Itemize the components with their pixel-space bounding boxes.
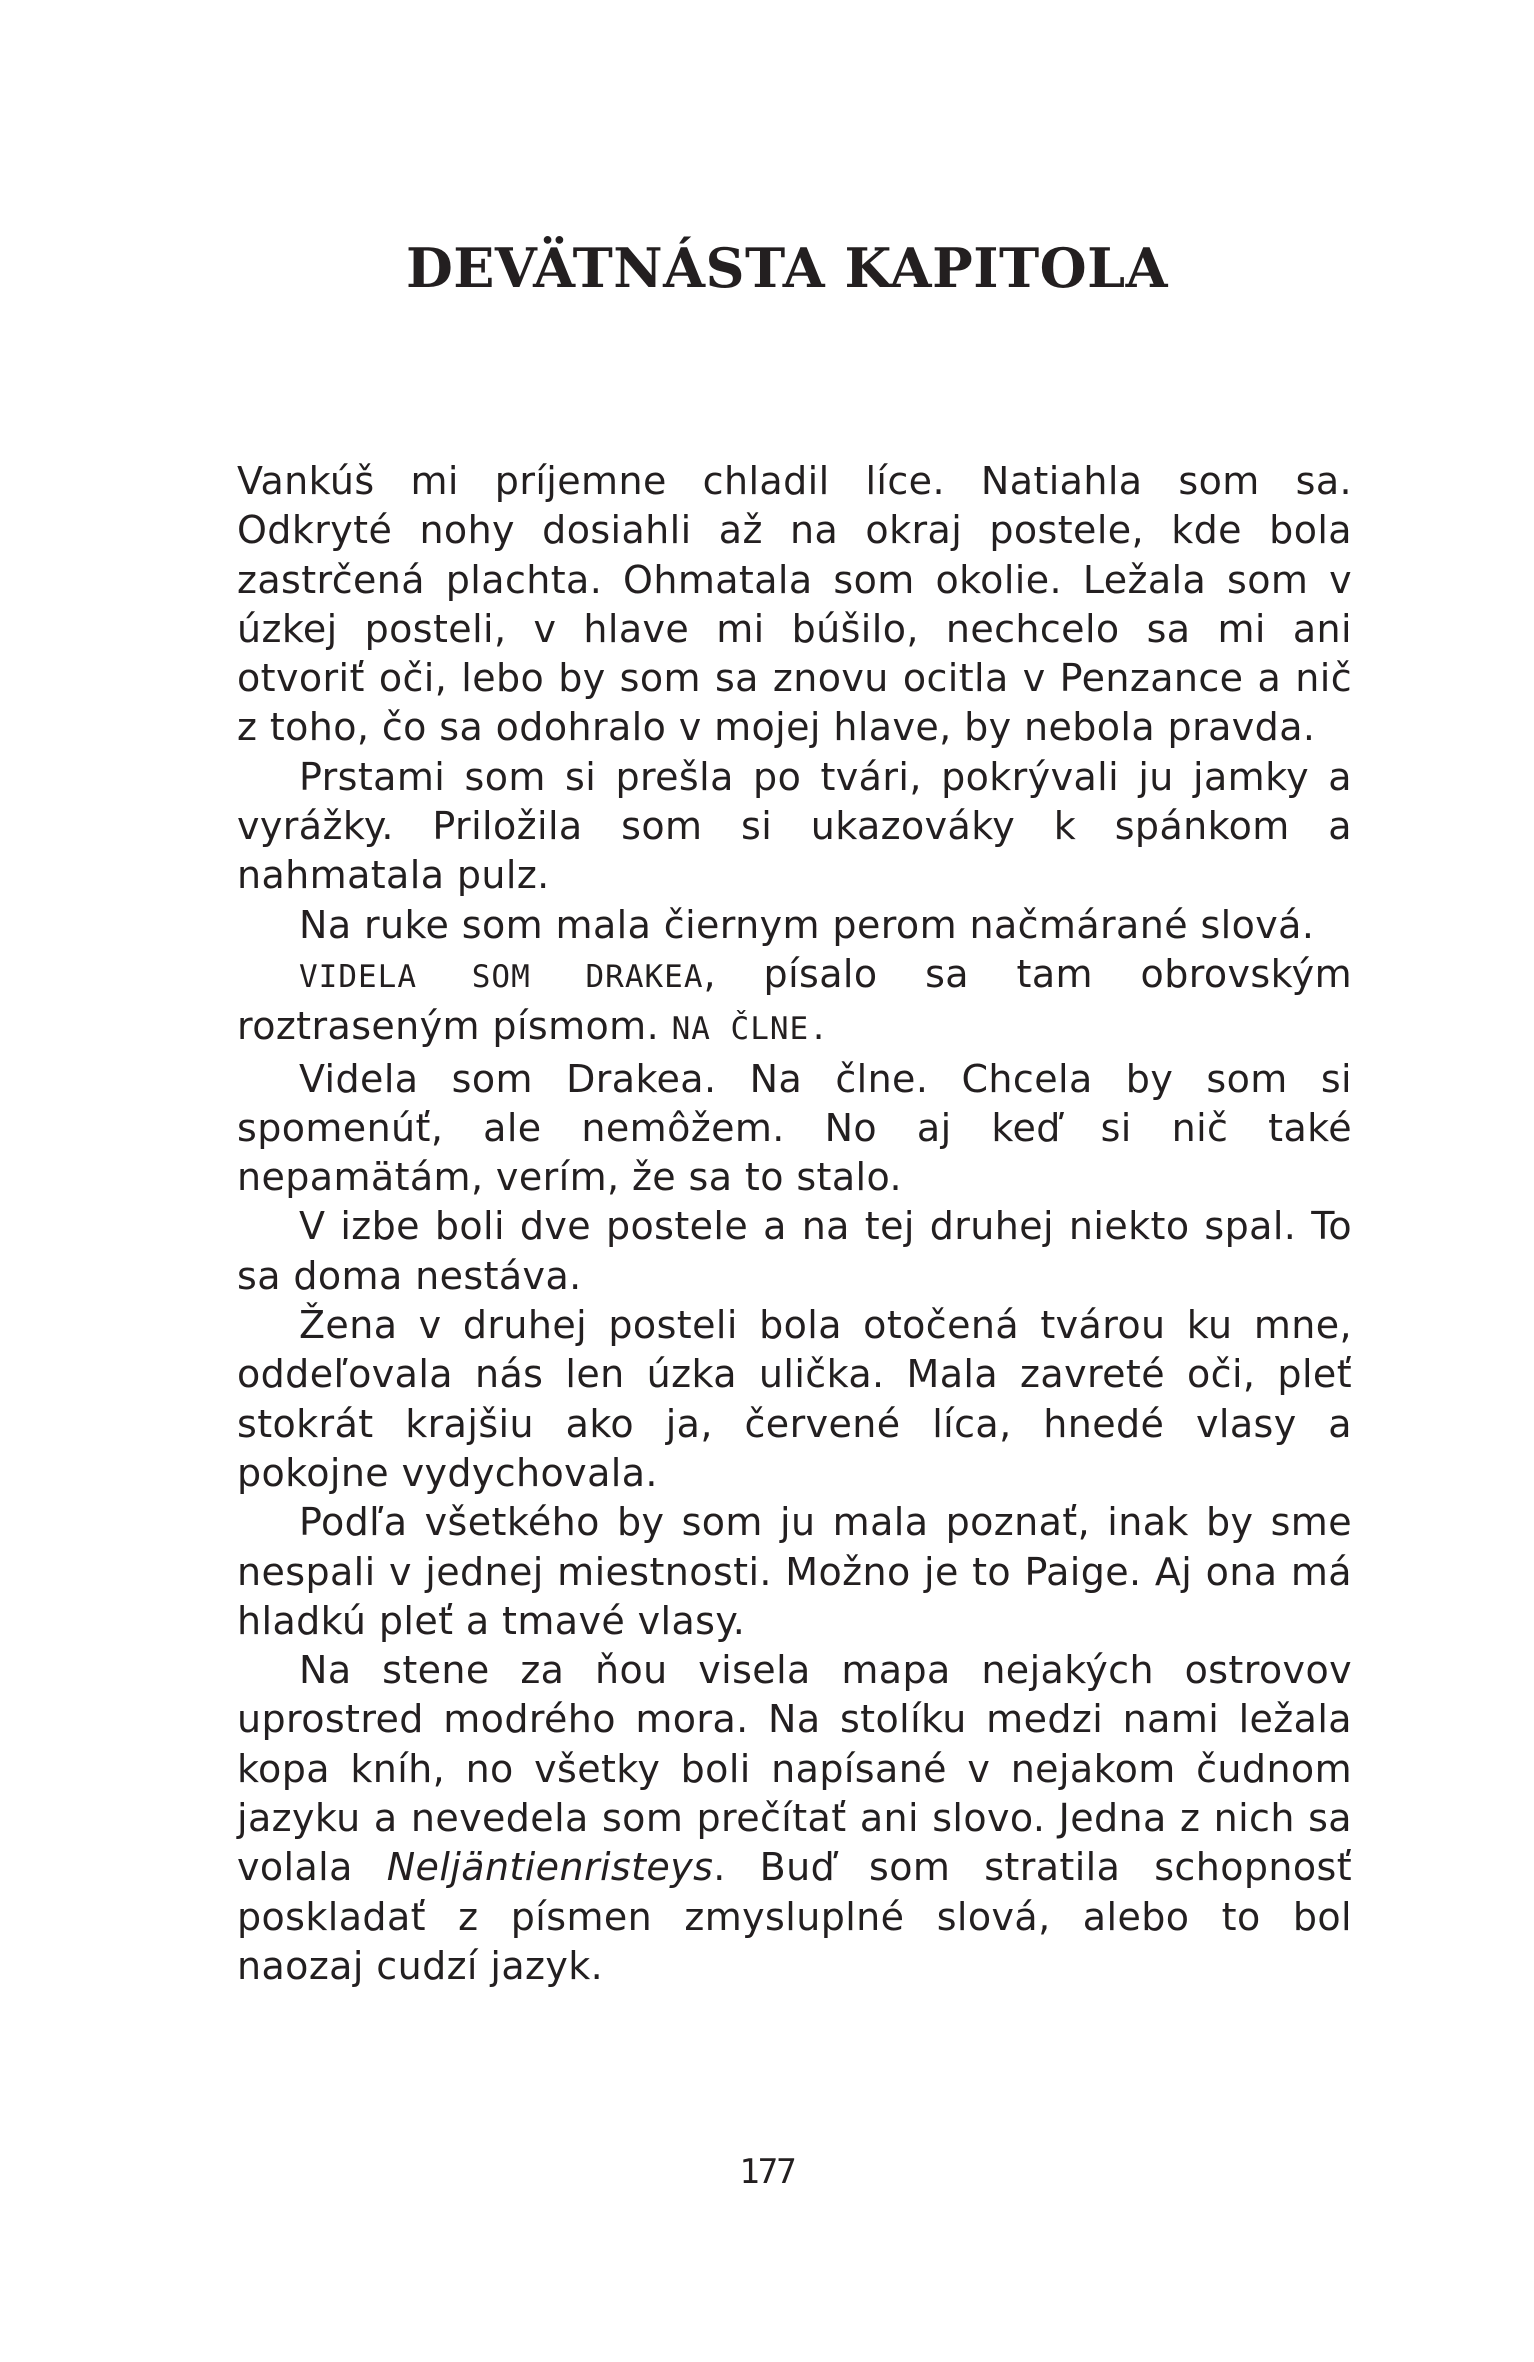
note-text: , písalo sa tam obrovským roztraseným písmom. bbox=[237, 951, 1352, 1049]
chapter-body bbox=[237, 457, 1352, 1991]
paragraph: Podľa všetkého by som ju mala poznať, inak by sme nespali v jednej miestnosti. Možno je to Paige. Aj ona má hladkú pleť a tmavé vlasy. bbox=[237, 1500, 1352, 1643]
paragraph: V izbe boli dve postele a na tej druhej niekto spal. To sa doma nestáva. bbox=[237, 1204, 1352, 1298]
paragraph: Videla som Drakea. Na člne. Chcela by som si spomenúť, ale nemôžem. No aj keď si nič také nepamätám, verím, že sa to stalo. bbox=[237, 1056, 1352, 1200]
paragraph-text: . Buď som stratila schopnosť poskladať z písmen zmysluplné slová, alebo to bol naozaj cudzí jazyk. bbox=[237, 1845, 1352, 1988]
book-title: Neljäntienristeys bbox=[386, 1845, 714, 1890]
paragraph-handwritten-note bbox=[237, 950, 1352, 1055]
page-number: 177 bbox=[739, 2152, 795, 2192]
paragraph-text: Na stene za ňou visela mapa nejakých ostrovov uprostred modrého mora. Na stolíku medzi nami ležala kopa kníh, no všetky boli napísané v nejakom čudnom jazyku a nevedela som prečítať ani slovo. Jedna z nich sa volala bbox=[237, 1648, 1352, 1890]
handwritten-note: NA ČLNE. bbox=[671, 1011, 829, 1048]
paragraph: Na ruke som mala čiernym perom načmárané slová. bbox=[299, 902, 1315, 947]
chapter-title: DEVÄTNÁSTA KAPITOLA bbox=[405, 236, 1169, 300]
paragraph: Vankúš mi príjemne chladil líce. Natiahla som sa. Odkryté nohy dosiahli až na okraj postele, kde bola zastrčená plachta. Ohmatala som okolie. Ležala som v úzkej posteli, v hlave mi búšilo, nechcelo sa mi ani otvoriť oči, lebo by som sa znovu ocitla v Penzance a nič z toho, čo sa odohralo v mojej hlave, by nebola pravda. bbox=[237, 459, 1352, 750]
paragraph: Prstami som si prešla po tvári, pokrývali ju jamky a vyrážky. Priložila som si ukazováky k spánkom a nahmatala pulz. bbox=[237, 754, 1352, 898]
paragraph: Žena v druhej posteli bola otočená tvárou ku mne, oddeľovala nás len úzka ulička. Mala zavreté oči, pleť stokrát krajšiu ako ja, červené líca, hnedé vlasy a pokojne vydychovala. bbox=[237, 1303, 1352, 1495]
paragraph-with-book-title bbox=[237, 1646, 1352, 1991]
handwritten-note: VIDELA SOM DRAKEA bbox=[299, 958, 704, 995]
